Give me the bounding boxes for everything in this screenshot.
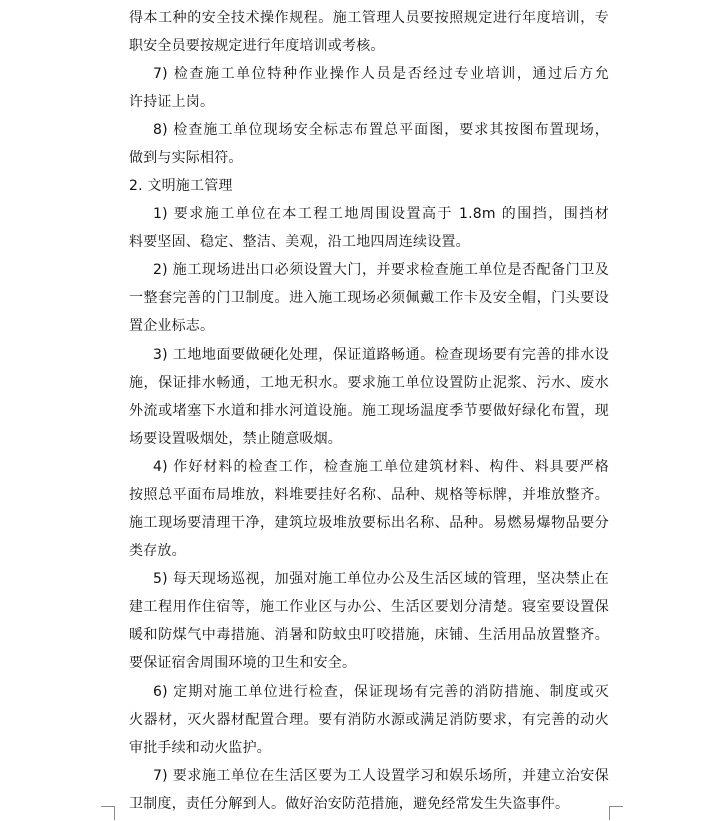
bottom-left-crop-mark — [101, 806, 115, 820]
text-line: 一整套完善的门卫制度。进入施工现场必须佩戴工作卡及安全帽，门头要设 — [129, 290, 609, 306]
text-line: 6) 定期对施工单位进行检查，保证现场有完善的消防措施、制度或灭 — [153, 684, 609, 700]
text-line: 职安全员要按规定进行年度培训或考核。 — [129, 38, 385, 54]
bottom-right-crop-mark — [609, 806, 623, 820]
text-line: 要保证宿舍周围环境的卫生和安全。 — [129, 655, 357, 671]
text-line: 置企业标志。 — [129, 318, 215, 334]
text-line: 3) 工地地面要做硬化处理，保证道路畅通。检查现场要有完善的排水设 — [153, 347, 609, 363]
text-line: 审批手续和动火监护。 — [129, 740, 271, 756]
text-line: 暖和防煤气中毒措施、消暑和防蚊虫叮咬措施，床铺、生活用品放置整齐。 — [129, 627, 609, 643]
text-line: 场要设置吸烟处，禁止随意吸烟。 — [129, 431, 342, 447]
text-line: 7) 要求施工单位在生活区要为工人设置学习和娱乐场所，并建立治安保 — [153, 768, 609, 784]
text-line: 按照总平面布局堆放，料堆要挂好名称、品种、规格等标牌，并堆放整齐。 — [129, 487, 609, 503]
text-line: 1) 要求施工单位在本工程工地周围设置高于 1.8m 的围挡，围挡材 — [153, 206, 609, 222]
text-line: 火器材，灭火器材配置合理。要有消防水源或满足消防要求，有完善的动火 — [129, 712, 609, 728]
text-line: 料要坚固、稳定、整洁、美观，沿工地四周连续设置。 — [129, 234, 470, 250]
text-line: 许持证上岗。 — [129, 94, 215, 110]
text-line: 7) 检查施工单位特种作业操作人员是否经过专业培训，通过后方允 — [153, 66, 609, 82]
text-line: 外流或堵塞下水道和排水河道设施。施工现场温度季节要做好绿化布置，现 — [129, 403, 609, 419]
text-line: 8) 检查施工单位现场安全标志布置总平面图，要求其按图布置现场， — [153, 122, 609, 138]
text-line: 得本工种的安全技术操作规程。施工管理人员要按照规定进行年度培训，专 — [129, 10, 609, 26]
text-line: 施，保证排水畅通，工地无积水。要求施工单位设置防止泥浆、污水、废水 — [129, 375, 609, 391]
text-line: 建工程用作住宿等，施工作业区与办公、生活区要划分清楚。寝室要设置保 — [129, 599, 609, 615]
text-line: 4) 作好材料的检查工作，检查施工单位建筑材料、构件、料具要严格 — [153, 459, 609, 475]
text-line: 做到与实际相符。 — [129, 150, 243, 166]
section-heading: 2. 文明施工管理 — [129, 178, 233, 194]
text-line: 5) 每天现场巡视，加强对施工单位办公及生活区域的管理，坚决禁止在 — [153, 571, 609, 587]
text-line: 2) 施工现场进出口必须设置大门，并要求检查施工单位是否配备门卫及 — [153, 262, 609, 278]
text-line: 类存放。 — [129, 543, 186, 559]
text-line: 施工现场要清理干净，建筑垃圾堆放要标出名称、品种。易燃易爆物品要分 — [129, 515, 609, 531]
text-line: 卫制度，责任分解到人。做好治安防范措施，避免经常发生失盗事件。 — [129, 796, 570, 812]
